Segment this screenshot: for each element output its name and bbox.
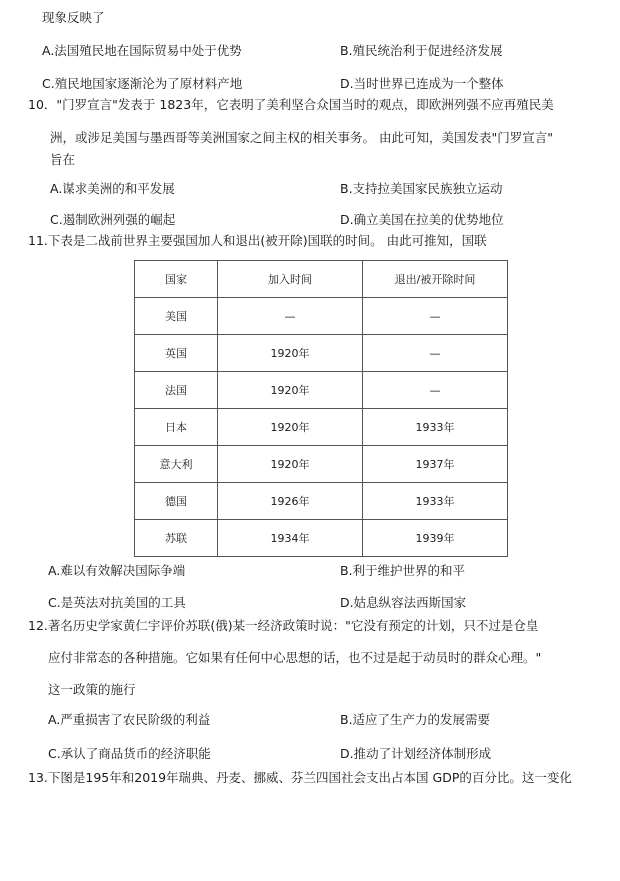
q12-stem-line-3: 这一政策的施行 xyxy=(48,682,136,697)
table-header-cell: 退出/被开除时间 xyxy=(363,261,508,298)
table-cell-country: 日本 xyxy=(135,409,218,446)
q12-option-b: B.适应了生产力的发展需要 xyxy=(340,712,491,727)
table-cell-exit: 1939年 xyxy=(363,520,508,557)
table-cell-join: — xyxy=(218,298,363,335)
table-cell-join: 1920年 xyxy=(218,446,363,483)
q12-option-a: A.严重损害了农民阶级的利益 xyxy=(48,712,211,727)
table-row xyxy=(135,372,508,409)
q11-stem: 11.下表是二战前世界主要强国加人和退出(被开除)国联的时间。 由此可推知，国联 xyxy=(28,233,487,248)
q9-option-a: A.法国殖民地在国际贸易中处于优势 xyxy=(42,43,242,58)
table-cell-exit: 1933年 xyxy=(363,483,508,520)
table-cell-country: 意大利 xyxy=(135,446,218,483)
q12-stem-line-1: 12.著名历史学家黄仁宇评价苏联(俄)某一经济政策时说："它没有预定的计划，只不过是仓皇 xyxy=(28,618,539,633)
q11-option-c: C.是英法对抗美国的工具 xyxy=(48,595,186,610)
table-header-cell: 国家 xyxy=(135,261,218,298)
table-row xyxy=(135,298,508,335)
q11-option-d: D.姑息纵容法西斯国家 xyxy=(340,595,467,610)
q11-option-b: B.利于维护世界的和平 xyxy=(340,563,466,578)
table-cell-join: 1920年 xyxy=(218,335,363,372)
q10-stem-line-2: 洲，或涉足美国与墨西哥等美洲国家之间主权的相关事务。 由此可知，美国发表"门罗宣言" xyxy=(50,130,553,145)
question-9-stem-end: 现象反映了 xyxy=(42,10,105,25)
q12-stem-line-2: 应付非常态的各种措施。它如果有任何中心思想的话，也不过是起于动员时的群众心理。" xyxy=(48,650,542,665)
q11-option-a: A.难以有效解决国际争端 xyxy=(48,563,186,578)
table-header-cell: 加入时间 xyxy=(218,261,363,298)
table-cell-join: 1926年 xyxy=(218,483,363,520)
q13-stem: 13.下图是195年和2019年瑞典、丹麦、挪威、芬兰四国社会支出占本国 GDP的百分比。这一变化 xyxy=(28,770,572,785)
q9-option-b: B.殖民统治利于促进经济发展 xyxy=(340,43,503,58)
table-cell-country: 德国 xyxy=(135,483,218,520)
q10-option-c: C.遏制欧洲列强的崛起 xyxy=(50,212,176,227)
q12-option-d: D.推动了计划经济体制形成 xyxy=(340,746,492,761)
league-of-nations-table xyxy=(134,260,508,557)
table-cell-country: 苏联 xyxy=(135,520,218,557)
table-cell-exit: — xyxy=(363,335,508,372)
table-row xyxy=(135,520,508,557)
table-cell-country: 法国 xyxy=(135,372,218,409)
table-cell-exit: 1937年 xyxy=(363,446,508,483)
q9-option-d: D.当时世界已连成为一个整体 xyxy=(340,76,504,91)
table-cell-join: 1920年 xyxy=(218,372,363,409)
table-header-row xyxy=(135,261,508,298)
q9-option-c: C.殖民地国家逐渐沦为了原材料产地 xyxy=(42,76,243,91)
table-cell-exit: — xyxy=(363,298,508,335)
q12-option-c: C.承认了商品货币的经济职能 xyxy=(48,746,211,761)
q10-option-b: B.支持拉美国家民族独立运动 xyxy=(340,181,503,196)
table-cell-join: 1934年 xyxy=(218,520,363,557)
table-row xyxy=(135,335,508,372)
table-cell-country: 美国 xyxy=(135,298,218,335)
table-cell-exit: 1933年 xyxy=(363,409,508,446)
q10-stem-line-1: 10．"门罗宣言"发表于 1823年，它表明了美利坚合众国当时的观点，即欧洲列强不应再殖民美 xyxy=(28,97,554,112)
table-row xyxy=(135,409,508,446)
table-cell-join: 1920年 xyxy=(218,409,363,446)
table-cell-exit: — xyxy=(363,372,508,409)
q10-option-a: A.谋求美洲的和平发展 xyxy=(50,181,175,196)
table-row xyxy=(135,483,508,520)
q10-stem-line-3: 旨在 xyxy=(50,152,76,167)
table-row xyxy=(135,446,508,483)
table-cell-country: 英国 xyxy=(135,335,218,372)
q10-option-d: D.确立美国在拉美的优势地位 xyxy=(340,212,504,227)
